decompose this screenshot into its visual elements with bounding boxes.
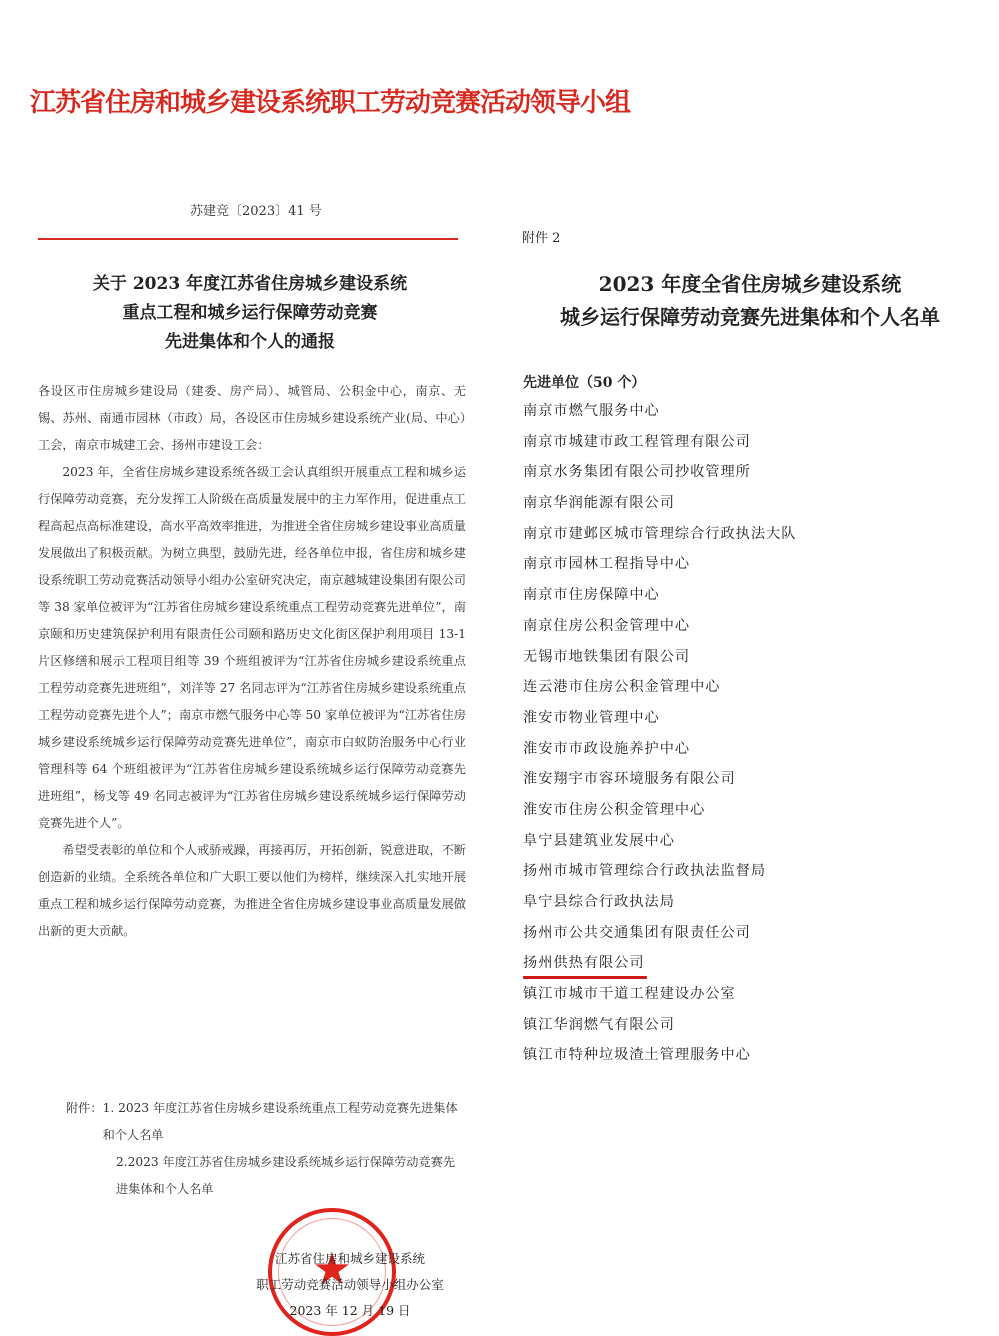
list-item: 淮安翔宇市容环境服务有限公司 <box>523 771 736 788</box>
list-item: 镇江市城市干道工程建设办公室 <box>523 986 736 1003</box>
advanced-units-list <box>523 396 796 1071</box>
list-item: 南京市建邺区城市管理综合行政执法大队 <box>523 525 797 542</box>
list-item: 扬州市城市管理综合行政执法监督局 <box>523 863 767 880</box>
list-item: 南京水务集团有限公司抄收管理所 <box>523 464 751 481</box>
list-item: 镇江市特种垃圾渣土管理服务中心 <box>523 1047 751 1064</box>
attachments-list <box>66 1095 466 1203</box>
list-item: 南京市园林工程指导中心 <box>523 556 691 573</box>
signature-date: 2023 年 12 月 19 日 <box>289 1303 411 1318</box>
notice-title-line: 关于 2023 年度江苏省住房城乡建设系统 <box>92 274 408 294</box>
list-item: 南京市城建市政工程管理有限公司 <box>523 433 751 450</box>
notice-title <box>30 270 470 357</box>
issuer-header: 江苏省住房和城乡建设系统职工劳动竞赛活动领导小组 <box>30 88 631 118</box>
list-item: 阜宁县建筑业发展中心 <box>523 832 675 849</box>
list-item: 南京住房公积金管理中心 <box>523 617 691 634</box>
attachment-item: 1. 2023 年度江苏省住房城乡建设系统重点工程劳动竞赛先进集体和个人名单 <box>102 1101 458 1142</box>
attachments-label: 附件： <box>66 1101 103 1115</box>
list-item: 淮安市物业管理中心 <box>523 709 660 726</box>
red-divider <box>38 238 458 240</box>
attachment-item: 2.2023 年度江苏省住房城乡建设系统城乡运行保障劳动竞赛先进集体和个人名单 <box>116 1155 456 1196</box>
signature-line: 江苏省住房和城乡建设系统 <box>274 1251 425 1266</box>
body-paragraph: 2023 年，全省住房城乡建设系统各级工会认真组织开展重点工程和城乡运行保障劳动竞赛，充分发挥工人阶级在高质量发展中的主力军作用，促进重点工程高起点高标准建设，高水平高效率推进，为推进全省住房城乡建设事业高质量发展做出了积极贡献。为树立典型，鼓励先进，经各单位申报，省住房和城乡建设系统职工劳动竞赛活动领导小组办公室研究决定，南京越城建设集团有限公司等 38 家单位被评为“江苏省住房城乡建设系统重点工程劳动竞赛先进单位”，南京颐和历史建筑保护利用有限责任公司颐和路历史文化街区保护利用项目 13-1 片区修缮和展示工程项目组等 39 个班组被评为“江苏省住房城乡建设系统重点工程劳动竞赛先进班组”，刘洋等 27 名同志评为“江苏省住房城乡建设系统重点工程劳动竞赛先进个人”；南京市燃气服务中心等 50 家单位被评为“江苏省住房城乡建设系统城乡运行保障劳动竞赛先进单位”，南京市白蚁防治服务中心行业管理科等 64 个班组被评为“江苏省住房城乡建设系统城乡运行保障劳动竞赛先进班组”，杨戈等 49 名同志被评为“江苏省住房城乡建设系统城乡运行保障劳动竞赛先进个人”。 <box>38 465 466 830</box>
list-item-highlighted <box>523 948 796 979</box>
list-item: 淮安市市政设施养护中心 <box>523 740 691 757</box>
body-paragraph: 希望受表彰的单位和个人戒骄戒躁，再接再厉，开拓创新，锐意进取，不断创造新的业绩。全系统各单位和广大职工要以他们为榜样，继续深入扎实地开展重点工程和城乡运行保障劳动竞赛，为推进全省住房城乡建设事业高质量发展做出新的更大贡献。 <box>38 843 466 938</box>
list-title <box>510 268 990 334</box>
list-title-line: 城乡运行保障劳动竞赛先进集体和个人名单 <box>560 305 940 329</box>
document-number: 苏建竞〔2023〕41 号 <box>190 204 322 219</box>
list-item: 南京华润能源有限公司 <box>523 495 675 512</box>
addressee-paragraph: 各设区市住房城乡建设局（建委、房产局）、城管局、公积金中心，南京、无锡、苏州、南通市园林（市政）局，各设区市住房城乡建设系统产业(局、中心）工会，南京市城建工会、扬州市建设工会： <box>38 384 466 452</box>
list-title-line: 2023 年度全省住房城乡建设系统 <box>598 272 902 296</box>
list-item: 连云港市住房公积金管理中心 <box>523 679 721 696</box>
list-item: 无锡市地铁集团有限公司 <box>523 648 691 665</box>
list-item: 镇江华润燃气有限公司 <box>523 1016 675 1033</box>
list-item: 南京市燃气服务中心 <box>523 403 660 419</box>
annex-label: 附件 2 <box>522 231 561 246</box>
signature-block <box>200 1246 500 1324</box>
notice-body <box>38 378 466 945</box>
list-item: 南京市住房保障中心 <box>523 587 660 604</box>
signature-line: 职工劳动竞赛活动领导小组办公室 <box>256 1277 444 1292</box>
highlighted-unit: 扬州供热有限公司 <box>523 948 645 979</box>
units-heading: 先进单位（50 个） <box>523 375 646 391</box>
star-icon: ★ <box>312 1244 352 1295</box>
list-item: 扬州市公共交通集团有限责任公司 <box>523 924 751 941</box>
notice-title-line: 重点工程和城乡运行保障劳动竞赛 <box>122 303 378 323</box>
notice-title-line: 先进集体和个人的通报 <box>165 332 335 352</box>
list-item: 阜宁县综合行政执法局 <box>523 894 675 910</box>
list-item: 淮安市住房公积金管理中心 <box>523 801 706 818</box>
